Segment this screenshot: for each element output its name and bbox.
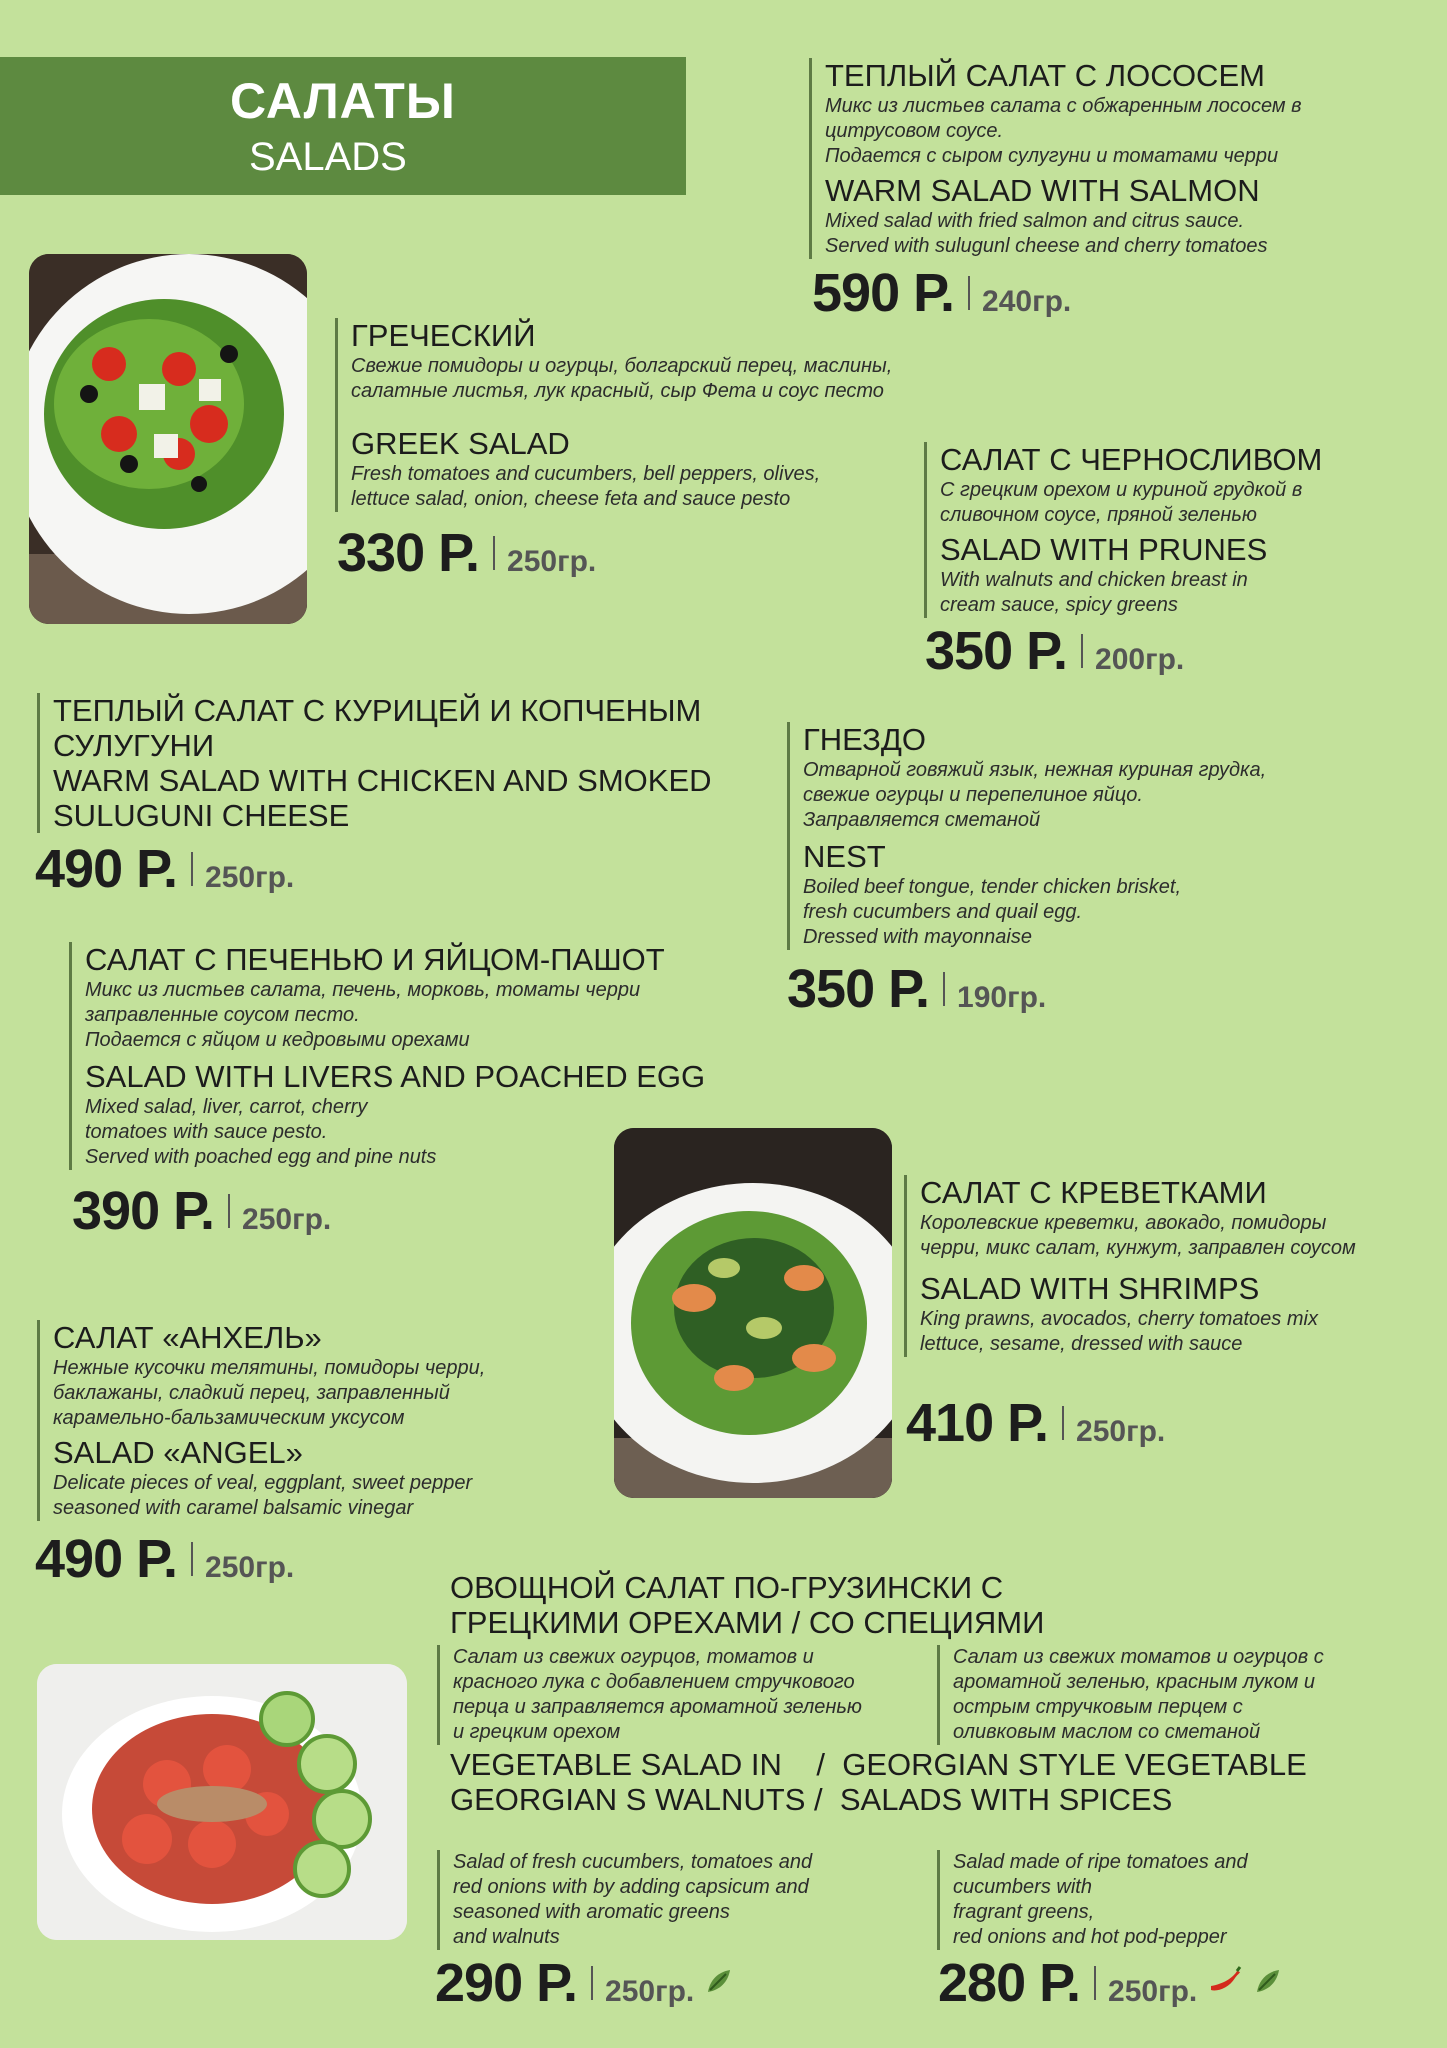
divider xyxy=(493,536,495,570)
item-desc-en: cream sauce, spicy greens xyxy=(940,594,1178,616)
chili-icon xyxy=(1207,1966,1243,2001)
item-desc-ru: Микс из листьев салата с обжаренным лососем в xyxy=(825,95,1302,117)
item-desc-ru: Отварной говяжий язык, нежная куриная грудка, xyxy=(803,759,1267,781)
item-name-en: SALAD WITH LIVERS AND POACHED EGG xyxy=(85,1059,706,1094)
price-row-georgian-spices xyxy=(938,1952,1283,2014)
item-desc-en: Dressed with mayonnaise xyxy=(803,926,1032,948)
divider xyxy=(191,852,193,886)
menu-item-angel xyxy=(37,1320,613,1521)
price-row-nest xyxy=(787,958,1046,1020)
menu-item-georgian xyxy=(450,1570,1350,1640)
georgian-salad-photo xyxy=(37,1664,407,1940)
item-name-ru: ГРЕЦКИМИ ОРЕХАМИ / СО СПЕЦИЯМИ xyxy=(450,1605,1045,1640)
item-desc-ru: Подается с яйцом и кедровыми орехами xyxy=(85,1029,470,1051)
item-name-ru: ТЕПЛЫЙ САЛАТ С ЛОСОСЕМ xyxy=(825,58,1265,93)
item-desc-ru: ароматной зеленью, красным луком и xyxy=(953,1671,1315,1693)
leaf-icon xyxy=(1253,1966,1283,2001)
item-desc-en: Served with poached egg and pine nuts xyxy=(85,1146,437,1168)
item-price: 410 Р. xyxy=(906,1393,1049,1453)
item-desc-en: tomatoes with sauce pesto. xyxy=(85,1121,328,1143)
georgian-names-en xyxy=(450,1747,1410,1817)
divider xyxy=(1081,634,1083,668)
item-name-ru: ТЕПЛЫЙ САЛАТ С КУРИЦЕЙ И КОПЧЕНЫМ xyxy=(53,693,702,728)
item-desc-en: lettuce, sesame, dressed with sauce xyxy=(920,1333,1243,1355)
item-desc-en: seasoned with caramel balsamic vinegar xyxy=(53,1497,414,1519)
greek-salad-photo xyxy=(29,254,307,624)
divider xyxy=(1094,1966,1096,2000)
item-weight: 250гр. xyxy=(1108,1975,1198,2008)
item-desc-ru: Салат из свежих огурцов, томатов и xyxy=(453,1646,814,1668)
georgian-left-desc-ru xyxy=(437,1645,923,1745)
item-desc-en: King prawns, avocados, cherry tomatoes mix xyxy=(920,1308,1318,1330)
item-desc-ru: красного лука с добавлением стручкового xyxy=(453,1671,855,1693)
item-desc-en: Mixed salad with fried salmon and citrus sauce. xyxy=(825,210,1245,232)
item-price: 490 Р. xyxy=(35,839,178,899)
item-price: 330 Р. xyxy=(337,523,480,583)
divider xyxy=(1062,1406,1064,1440)
item-desc-ru: баклажаны, сладкий перец, заправленный xyxy=(53,1382,450,1404)
section-title-ru: САЛАТЫ xyxy=(230,73,456,129)
price-row-georgian-walnuts xyxy=(435,1952,734,2014)
georgian-right-desc-en xyxy=(937,1850,1433,1950)
item-desc-ru: перца и заправляется ароматной зеленью xyxy=(453,1696,862,1718)
item-name-ru: ОВОЩНОЙ САЛАТ ПО-ГРУЗИНСКИ С xyxy=(450,1570,1004,1605)
item-desc-ru: Нежные кусочки телятины, помидоры черри, xyxy=(53,1357,486,1379)
divider xyxy=(191,1542,193,1576)
divider xyxy=(591,1966,593,2000)
item-desc-ru: Свежие помидоры и огурцы, болгарский перец, маслины, xyxy=(351,355,893,377)
item-name-ru: САЛАТ С ЧЕРНОСЛИВОМ xyxy=(940,442,1323,477)
item-desc-en: Fresh tomatoes and cucumbers, bell peppers, olives, xyxy=(351,463,821,485)
item-price: 350 Р. xyxy=(925,621,1068,681)
menu-item-chicken xyxy=(37,693,773,833)
item-desc-en: Salad of fresh cucumbers, tomatoes and xyxy=(453,1851,813,1873)
item-desc-en: fresh cucumbers and quail egg. xyxy=(803,901,1083,923)
item-name-ru: САЛАТ С КРЕВЕТКАМИ xyxy=(920,1175,1267,1210)
menu-item-nest xyxy=(787,722,1363,950)
shrimp-salad-photo xyxy=(614,1128,892,1498)
item-weight: 240гр. xyxy=(982,285,1072,318)
menu-item-shrimps xyxy=(904,1175,1420,1357)
item-desc-ru: Микс из листьев салата, печень, морковь, томаты черри xyxy=(85,979,641,1001)
item-desc-en: fragrant greens, xyxy=(953,1901,1095,1923)
item-desc-en: seasoned with aromatic greens xyxy=(453,1901,730,1923)
item-desc-en: cucumbers with xyxy=(953,1876,1092,1898)
item-name-en: GREEK SALAD xyxy=(351,426,570,461)
item-desc-ru: острым стручковым перцем с xyxy=(953,1696,1243,1718)
menu-item-greek xyxy=(335,318,951,512)
item-desc-en: red onions and hot pod-pepper xyxy=(953,1926,1227,1948)
divider xyxy=(228,1194,230,1228)
item-name-ru: ГНЕЗДО xyxy=(803,722,927,757)
item-desc-ru: карамельно-бальзамическим уксусом xyxy=(53,1407,405,1429)
item-price: 590 Р. xyxy=(812,263,955,323)
item-name-en: SULUGUNI CHEESE xyxy=(53,798,350,833)
item-name-en: WARM SALAD WITH CHICKEN AND SMOKED xyxy=(53,763,712,798)
item-name-ru: САЛАТ «АНХЕЛЬ» xyxy=(53,1320,322,1355)
item-desc-ru: Королевские креветки, авокадо, помидоры xyxy=(920,1212,1327,1234)
item-price: 390 Р. xyxy=(72,1181,215,1241)
item-name-en: GEORGIAN S WALNUTS / SALADS WITH SPICES xyxy=(450,1782,1173,1817)
item-desc-en: With walnuts and chicken breast in xyxy=(940,569,1248,591)
item-desc-en: lettuce salad, onion, cheese feta and sauce pesto xyxy=(351,488,791,510)
item-desc-ru: Подается с сыром сулугуни и томатами черри xyxy=(825,145,1279,167)
price-row-prunes xyxy=(925,620,1184,682)
price-row-salmon xyxy=(812,262,1071,324)
item-weight: 250гр. xyxy=(605,1975,695,2008)
item-price: 350 Р. xyxy=(787,959,930,1019)
item-name-en: NEST xyxy=(803,839,886,874)
item-desc-ru: цитрусовом соусе. xyxy=(825,120,1004,142)
item-weight: 250гр. xyxy=(205,1551,295,1584)
item-desc-en: Served with sulugunl cheese and cherry tomatoes xyxy=(825,235,1268,257)
menu-item-prunes xyxy=(924,442,1420,618)
item-price: 290 Р. xyxy=(435,1953,578,2013)
price-row-livers xyxy=(72,1180,331,1242)
item-weight: 250гр. xyxy=(1076,1415,1166,1448)
section-title-en: SALADS xyxy=(249,135,407,179)
divider xyxy=(968,276,970,310)
menu-item-salmon xyxy=(809,58,1385,259)
item-price: 280 Р. xyxy=(938,1953,1081,2013)
item-name-en: WARM SALAD WITH SALMON xyxy=(825,173,1260,208)
item-desc-ru: оливковым маслом со сметаной xyxy=(953,1721,1261,1743)
price-row-shrimps xyxy=(906,1392,1165,1454)
item-weight: 200гр. xyxy=(1095,643,1185,676)
georgian-left-desc-en xyxy=(437,1850,923,1950)
item-desc-ru: С грецким орехом и куриной грудкой в xyxy=(940,479,1303,501)
item-name-en: SALAD WITH SHRIMPS xyxy=(920,1271,1260,1306)
item-desc-ru: салатные листья, лук красный, сыр Фета и соус песто xyxy=(351,380,884,402)
item-name-ru: ГРЕЧЕСКИЙ xyxy=(351,318,536,353)
leaf-icon xyxy=(704,1966,734,2001)
item-desc-en: red onions with by adding capsicum and xyxy=(453,1876,809,1898)
price-row-chicken xyxy=(35,838,294,900)
item-desc-ru: Заправляется сметаной xyxy=(803,809,1041,831)
price-row-greek xyxy=(337,522,596,584)
item-desc-ru: Салат из свежих томатов и огурцов с xyxy=(953,1646,1324,1668)
item-name-ru: СУЛУГУНИ xyxy=(53,728,215,763)
item-desc-en: Boiled beef tongue, tender chicken brisket, xyxy=(803,876,1182,898)
item-desc-ru: и грецким орехом xyxy=(453,1721,621,1743)
item-name-en: SALAD WITH PRUNES xyxy=(940,532,1268,567)
item-desc-en: Salad made of ripe tomatoes and xyxy=(953,1851,1248,1873)
item-weight: 250гр. xyxy=(507,545,597,578)
price-row-angel xyxy=(35,1528,294,1590)
item-weight: 250гр. xyxy=(242,1203,332,1236)
item-weight: 190гр. xyxy=(957,981,1047,1014)
divider xyxy=(943,972,945,1006)
item-name-en: SALAD «ANGEL» xyxy=(53,1435,303,1470)
georgian-right-desc-ru xyxy=(937,1645,1433,1745)
item-weight: 250гр. xyxy=(205,861,295,894)
item-desc-ru: свежие огурцы и перепелиное яйцо. xyxy=(803,784,1143,806)
item-desc-en: Mixed salad, liver, carrot, cherry xyxy=(85,1096,368,1118)
item-name-en: VEGETABLE SALAD IN / GEORGIAN STYLE VEGETABLE xyxy=(450,1747,1307,1782)
item-desc-ru: черри, микс салат, кунжут, заправлен соусом xyxy=(920,1237,1356,1259)
item-price: 490 Р. xyxy=(35,1529,178,1589)
item-desc-en: and walnuts xyxy=(453,1926,560,1948)
item-desc-ru: заправленные соусом песто. xyxy=(85,1004,360,1026)
item-name-ru: САЛАТ С ПЕЧЕНЬЮ И ЯЙЦОМ-ПАШОТ xyxy=(85,942,665,977)
item-desc-en: Delicate pieces of veal, eggplant, sweet pepper xyxy=(53,1472,473,1494)
item-desc-ru: сливочном соусе, пряной зеленью xyxy=(940,504,1257,526)
